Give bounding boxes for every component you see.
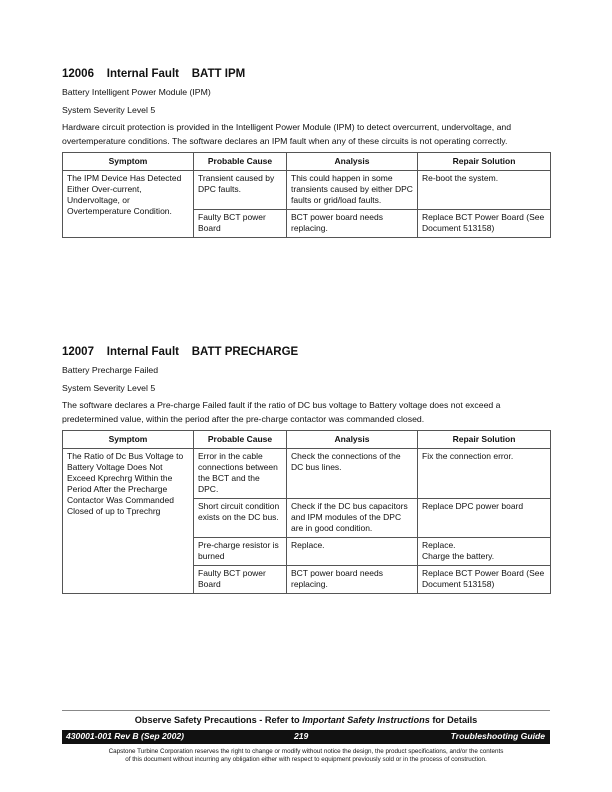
table-header-row	[63, 153, 551, 171]
document-id: 430001-001 Rev B (Sep 2002)	[66, 731, 185, 741]
symptom-cell: The Ratio of Dc Bus Voltage to Battery Voltage Does Not Exceed Kprechrg Within the Period After the Precharge Contactor Was Commanded Closed of up to Tprechrg	[63, 449, 194, 594]
fault-body: Hardware circuit protection is provided in the Intelligent Power Module (IPM) to detect overcurrent, undervoltage, and overtemperature conditions. The software declares an IPM fault when any of these circuits is not operating correctly.	[62, 122, 512, 146]
fault-type: Internal Fault	[106, 68, 179, 80]
fault-code: 12006	[62, 68, 94, 80]
footer-divider	[62, 710, 550, 711]
fault-severity: System Severity Level 5	[62, 104, 156, 115]
analysis-cell: BCT power board needs replacing.	[287, 210, 418, 238]
solution-cell: Replace. Charge the battery.	[418, 538, 551, 566]
analysis-cell: Check the connections of the DC bus lines.	[287, 449, 418, 499]
disclaimer-line: Capstone Turbine Corporation reserves the right to change or modify without notice the design, the product specifications, and/or the contents	[108, 748, 504, 755]
header-symptom: Symptom	[63, 153, 194, 171]
analysis-cell: Replace.	[287, 538, 418, 566]
fault-type: Internal Fault	[106, 346, 179, 358]
cause-cell: Short circuit condition exists on the DC bus.	[194, 499, 287, 538]
cause-cell: Faulty BCT power Board	[194, 566, 287, 594]
fault-name: BATT PRECHARGE	[191, 346, 299, 358]
header-probable-cause: Probable Cause	[194, 153, 287, 171]
cause-cell: Pre-charge resistor is burned	[194, 538, 287, 566]
safety-note	[62, 715, 550, 725]
header-probable-cause: Probable Cause	[194, 431, 287, 449]
fault-code: 12007	[62, 346, 94, 358]
guide-title: Troubleshooting Guide	[450, 731, 545, 741]
cause-cell: Faulty BCT power Board	[194, 210, 287, 238]
header-repair-solution: Repair Solution	[418, 431, 551, 449]
solution-cell: Replace DPC power board	[418, 499, 551, 538]
solution-cell: Replace BCT Power Board (See Document 513158)	[418, 566, 551, 594]
table-header-row	[63, 431, 551, 449]
fault-body: The software declares a Pre-charge Failed fault if the ratio of DC bus voltage to Battery voltage does not exceed a predetermined value, within the period after the pre-charge contactor was commanded closed.	[62, 400, 501, 424]
symptom-cell: The IPM Device Has Detected Either Over-current, Undervoltage, or Overtemperature Condition.	[63, 171, 194, 238]
table-row	[63, 171, 551, 210]
page-number: 219	[294, 731, 309, 741]
solution-cell: Re-boot the system.	[418, 171, 551, 210]
header-analysis: Analysis	[287, 431, 418, 449]
disclaimer	[62, 748, 550, 764]
table-row	[63, 449, 551, 499]
header-repair-solution: Repair Solution	[418, 153, 551, 171]
cause-cell: Transient caused by DPC faults.	[194, 171, 287, 210]
footer-bar	[62, 730, 550, 744]
safety-note-suffix: for Details	[429, 715, 478, 725]
cause-cell: Error in the cable connections between the BCT and the DPC.	[194, 449, 287, 499]
disclaimer-line: of this document without incurring any obligation either with respect to equipment previously sold or in the process of construction.	[125, 756, 487, 763]
fault-section-12006	[62, 68, 550, 238]
solution-cell: Replace BCT Power Board (See Document 513158)	[418, 210, 551, 238]
analysis-cell: BCT power board needs replacing.	[287, 566, 418, 594]
fault-heading	[62, 346, 550, 358]
fault-name: BATT IPM	[191, 68, 246, 80]
troubleshooting-table	[62, 430, 551, 594]
fault-section-12007	[62, 346, 550, 594]
analysis-cell: This could happen in some transients caused by either DPC faults or grid/load faults.	[287, 171, 418, 210]
fault-description: Battery Intelligent Power Module (IPM)	[62, 87, 211, 97]
analysis-cell: Check if the DC bus capacitors and IPM modules of the DPC are in good condition.	[287, 499, 418, 538]
fault-severity: System Severity Level 5	[62, 382, 156, 393]
solution-cell: Fix the connection error.	[418, 449, 551, 499]
header-symptom: Symptom	[63, 431, 194, 449]
header-analysis: Analysis	[287, 153, 418, 171]
safety-note-link-text: Important Safety Instructions	[302, 715, 430, 725]
troubleshooting-table	[62, 152, 551, 238]
fault-description: Battery Precharge Failed	[62, 365, 159, 375]
safety-note-prefix: Observe Safety Precautions - Refer to	[134, 715, 303, 725]
fault-heading	[62, 68, 550, 80]
